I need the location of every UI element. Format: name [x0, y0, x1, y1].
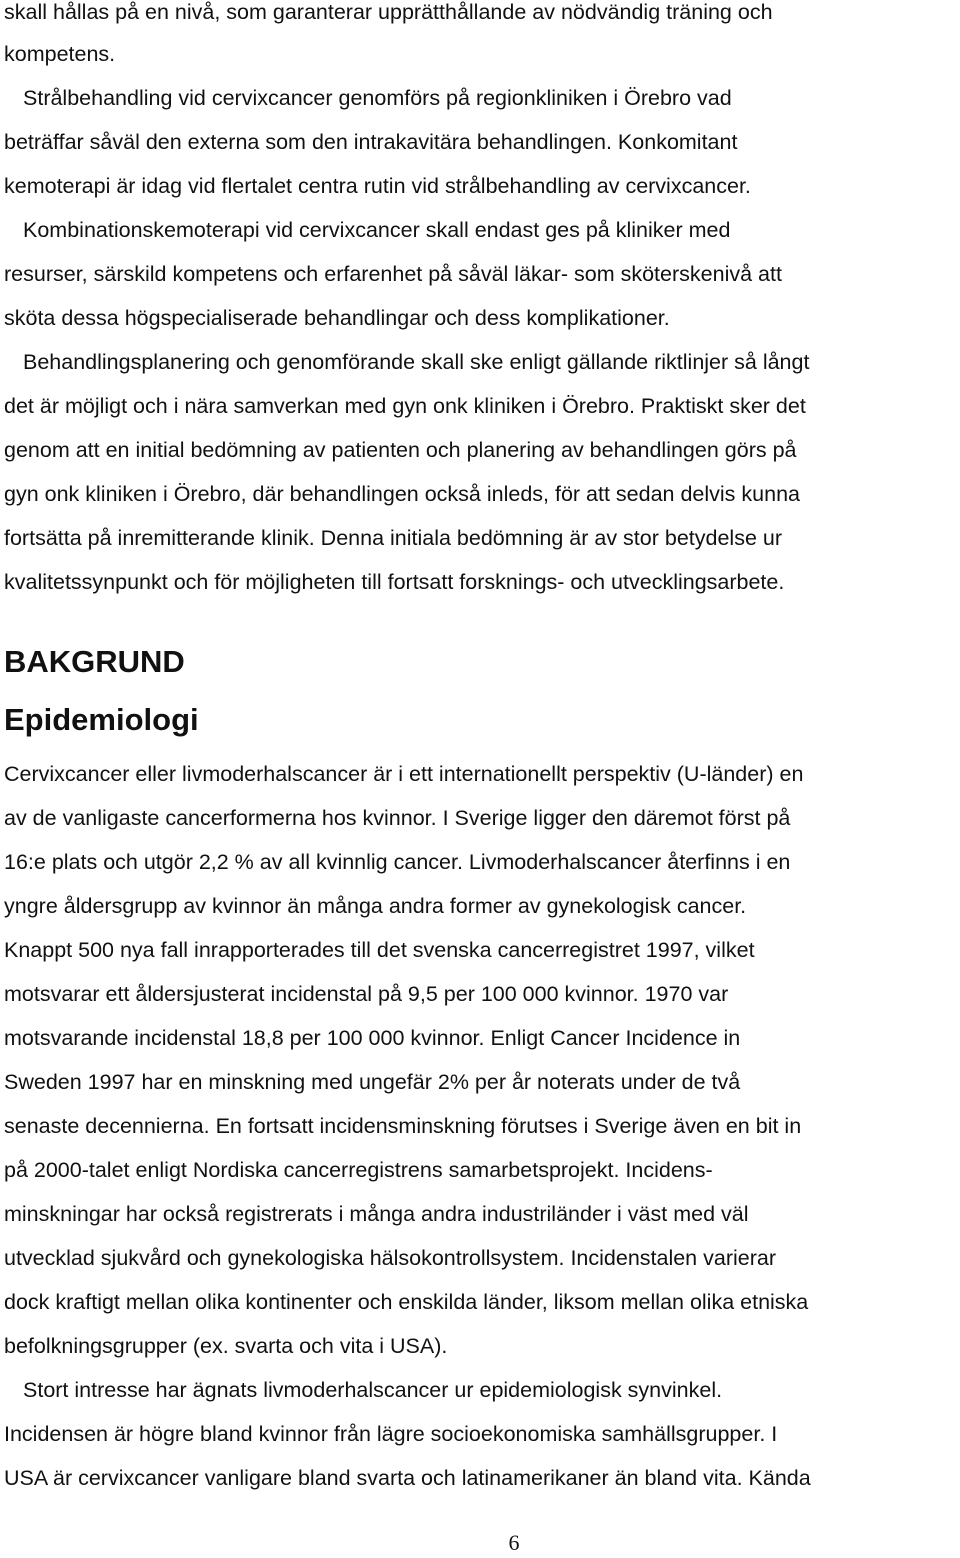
text-line: gyn onk kliniken i Örebro, där behandlingen också inleds, för att sedan delvis kunna: [4, 482, 800, 506]
text-line: Strålbehandling vid cervixcancer genomförs på regionkliniken i Örebro vad: [23, 86, 732, 110]
text-line: USA är cervixcancer vanligare bland svarta och latinamerikaner än bland vita. Kända: [4, 1466, 811, 1490]
text-line: kvalitetssynpunkt och för möjligheten till fortsatt forsknings- och utvecklingsarbete.: [4, 570, 785, 594]
text-line: fortsätta på inremitterande klinik. Denna initiala bedömning är av stor betydelse ur: [4, 526, 782, 550]
text-line: kemoterapi är idag vid flertalet centra rutin vid strålbehandling av cervixcancer.: [4, 174, 751, 198]
text-line: befolkningsgrupper (ex. svarta och vita i USA).: [4, 1334, 448, 1358]
section-heading: BAKGRUND: [4, 644, 185, 679]
text-line: det är möjligt och i nära samverkan med gyn onk kliniken i Örebro. Praktiskt sker det: [4, 394, 806, 418]
page-number: 6: [508, 1530, 520, 1555]
text-line: motsvarar ett åldersjusterat incidenstal på 9,5 per 100 000 kvinnor. 1970 var: [4, 982, 729, 1006]
text-line: Kombinationskemoterapi vid cervixcancer skall endast ges på kliniker med: [23, 218, 731, 242]
text-line: Knappt 500 nya fall inrapporterades till det svenska cancerregistret 1997, vilket: [4, 938, 755, 962]
text-line: Cervixcancer eller livmoderhalscancer är i ett internationellt perspektiv (U-länder) en: [4, 762, 804, 786]
text-line: resurser, särskild kompetens och erfarenhet på såväl läkar- som sköterskenivå att: [4, 262, 782, 286]
text-line: motsvarande incidenstal 18,8 per 100 000 kvinnor. Enligt Cancer Incidence in: [4, 1026, 741, 1050]
text-line: Stort intresse har ägnats livmoderhalscancer ur epidemiologisk synvinkel.: [23, 1378, 723, 1402]
text-line: på 2000-talet enligt Nordiska cancerregistrens samarbetsprojekt. Incidens-: [4, 1158, 713, 1182]
text-line: utvecklad sjukvård och gynekologiska hälsokontrollsystem. Incidenstalen varierar: [4, 1246, 776, 1270]
text-line: Sweden 1997 har en minskning med ungefär 2% per år noterats under de två: [4, 1070, 741, 1094]
text-line: kompetens.: [4, 42, 116, 66]
text-line: sköta dessa högspecialiserade behandlingar och dess komplikationer.: [4, 306, 670, 330]
text-line: dock kraftigt mellan olika kontinenter och enskilda länder, liksom mellan olika etniska: [4, 1290, 809, 1314]
text-line: av de vanligaste cancerformerna hos kvinnor. I Sverige ligger den däremot först på: [4, 806, 791, 830]
text-line: genom att en initial bedömning av patienten och planering av behandlingen görs på: [4, 438, 797, 462]
text-line: Incidensen är högre bland kvinnor från lägre socioekonomiska samhällsgrupper. I: [4, 1422, 778, 1446]
text-line: skall hållas på en nivå, som garanterar upprätthållande av nödvändig träning och: [4, 0, 773, 24]
text-line: senaste decennierna. En fortsatt incidensminskning förutses i Sverige även en bit in: [4, 1114, 802, 1138]
text-line: minskningar har också registrerats i många andra industriländer i väst med väl: [4, 1202, 749, 1226]
text-line: Behandlingsplanering och genomförande skall ske enligt gällande riktlinjer så långt: [23, 350, 810, 374]
text-line: 16:e plats och utgör 2,2 % av all kvinnlig cancer. Livmoderhalscancer återfinns i en: [4, 850, 791, 874]
text-line: beträffar såväl den externa som den intrakavitära behandlingen. Konkomitant: [4, 130, 738, 154]
text-line: yngre åldersgrupp av kvinnor än många andra former av gynekologisk cancer.: [4, 894, 747, 918]
subsection-heading: Epidemiologi: [4, 702, 199, 737]
